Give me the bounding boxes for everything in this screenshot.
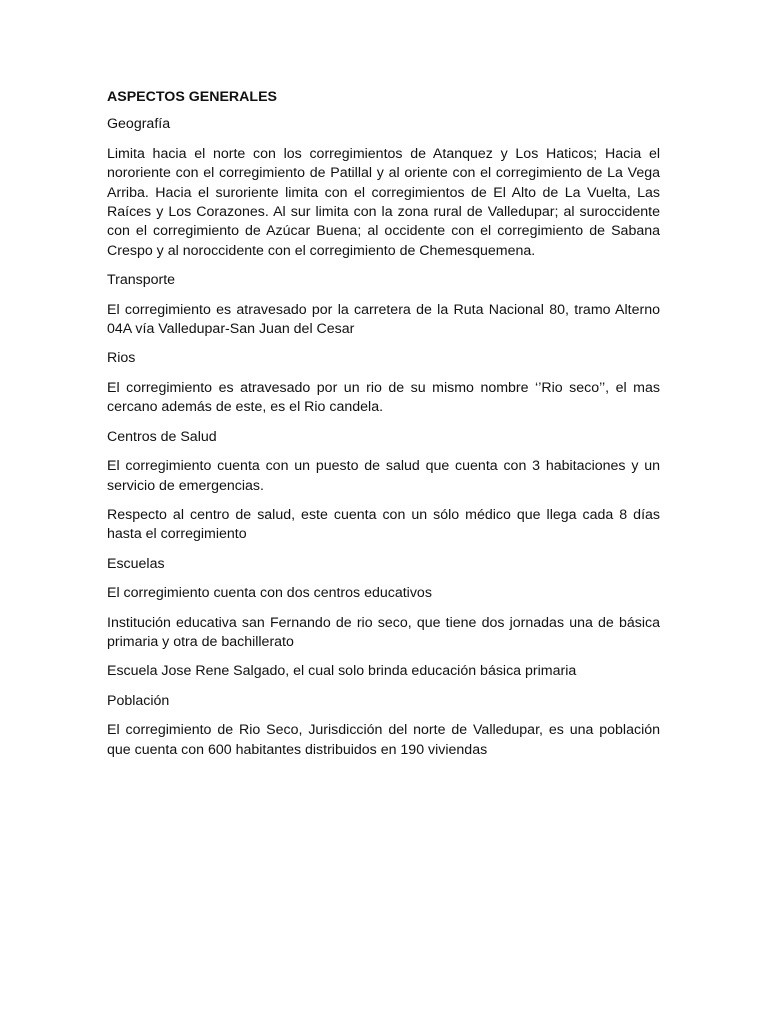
paragraph-transporte: El corregimiento es atravesado por la carretera de la Ruta Nacional 80, tramo Alterno 04A vía Valledupar-San Juan del Cesar [107, 301, 660, 338]
section-heading-centros-de-salud: Centros de Salud [107, 428, 217, 445]
section-heading-transporte: Transporte [107, 272, 176, 289]
section-heading-escuelas: Escuelas [107, 555, 165, 572]
document-title: ASPECTOS GENERALES [107, 89, 278, 105]
section-heading-rios: Rios [107, 350, 136, 367]
paragraph-escuelas-institucion: Institución educativa san Fernando de rio seco, que tiene dos jornadas una de básica primaria y otra de bachillerato [107, 614, 660, 650]
section-heading-geografia: Geografía [107, 116, 171, 133]
paragraph-rios: El corregimiento es atravesado por un rio de su mismo nombre ‘’Rio seco’’, el mas cercano además de este, es el Rio candela. [107, 379, 660, 416]
paragraph-escuelas-jose-rene: Escuela Jose Rene Salgado, el cual solo brinda educación básica primaria [107, 663, 577, 680]
document-page [107, 88, 660, 770]
section-heading-poblacion: Población [107, 692, 170, 709]
paragraph-geografia: Limita hacia el norte con los corregimientos de Atanquez y Los Haticos; Hacia el nororiente con el corregimiento de Patillal y al oriente con el corregimiento de La Vega Arriba. Hacia el suroriente limita con el corregimientos de El Alto de La Vuelta, Las Raíces y Los Corazones. Al sur limita con la zona rural de Valledupar; al suroccidente con el corregimiento de Azúcar Buena; al occidente con el corregimiento de Sabana Crespo y al noroccidente con el corregimiento de Chemesquemena. [107, 145, 660, 259]
paragraph-poblacion: El corregimiento de Rio Seco, Jurisdicción del norte de Valledupar, es una población que cuenta con 600 habitantes distribuidos en 190 viviendas [107, 722, 660, 758]
paragraph-salud-medico: Respecto al centro de salud, este cuenta con un sólo médico que llega cada 8 días hasta el corregimiento [107, 506, 660, 543]
paragraph-salud-puesto: El corregimiento cuenta con un puesto de salud que cuenta con 3 habitaciones y un servicio de emergencias. [107, 458, 660, 494]
paragraph-escuelas-intro: El corregimiento cuenta con dos centros educativos [107, 585, 432, 602]
